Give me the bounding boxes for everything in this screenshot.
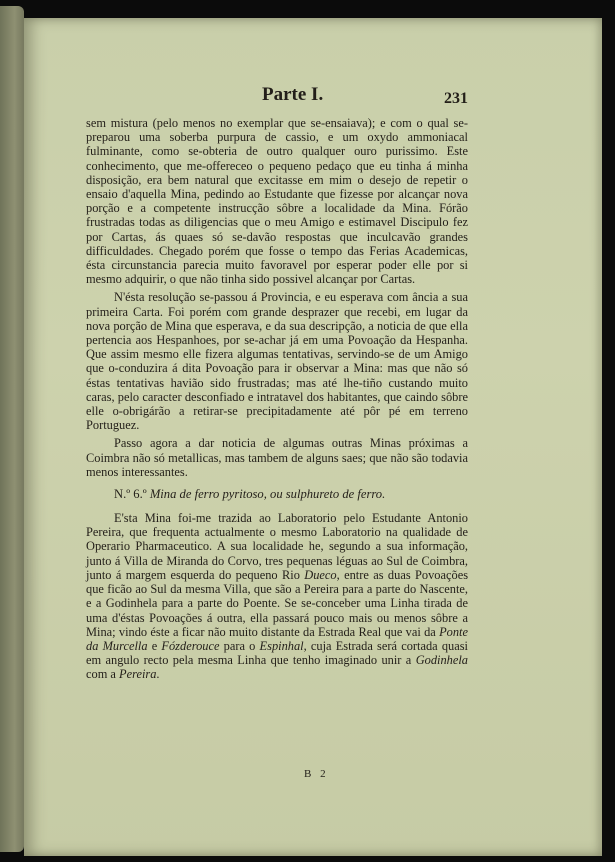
page-header bbox=[24, 84, 602, 114]
body-text bbox=[86, 116, 468, 682]
signature-mark: B 2 bbox=[304, 768, 329, 780]
text-run: para o bbox=[219, 638, 260, 653]
book-page bbox=[24, 18, 602, 856]
text-run: com a bbox=[86, 667, 120, 682]
text-run: , cuja Estrada será cortada quasi em angulo recto pela mesma Linha que tenho imaginado unir a bbox=[86, 638, 468, 668]
paragraph-other-mines: Passo agora a dar noticia de algumas outras Minas próximas a Coimbra não só metallicas, mas tambem de alguns saes; que não são todavia menos interessantes. bbox=[86, 436, 468, 479]
section-title: Mina de ferro pyritoso, ou sulphureto de ferro. bbox=[149, 487, 386, 502]
previous-page-edge bbox=[0, 6, 24, 852]
place-name: Godinhela bbox=[415, 653, 468, 668]
text-run: . bbox=[156, 667, 160, 682]
text-run: , entre as duas Povoações que ficão ao Sul da mesma Villa, que são a Pereira para a parte do Nascente, e a Godinhela para a parte do Poente. Se se-conceber uma Linha tirada de uma d'éstas Povoações á outra, ella passará pouco mais ou menos sôbre a Mina; vindo éste a ficar não muito distante da Estrada Real que vai da bbox=[86, 567, 469, 639]
section-number: N.º 6.º bbox=[114, 487, 147, 502]
running-title: Parte I. bbox=[262, 84, 324, 105]
text-run: E'sta Mina foi-me trazida ao Laboratorio pelo Estudante Antonio Pereira, que frequenta actualmente o mesmo Laboratorio na qualidade de Operario Pharmaceutico. A sua localidade he, segundo a sua informação, junto á Villa de Miranda do Corvo, tres pequenas léguas ao Sul de Coimbra, junto á margem esquerda do pequeno Rio bbox=[86, 511, 468, 582]
section-heading bbox=[86, 485, 468, 503]
river-name: Dueco bbox=[304, 567, 337, 582]
paragraph-resolution: N'ésta resolução se-passou á Provincia, e eu esperava com ância a sua primeira Carta. Foi porém com grande desprazer que recebi, em lugar da nova porção de Mina que esperava, e da sua descripção, a noticia de que ella pertencia aos Hespanhoes, por se-achar já em uma Povoação da Hespanha. Que assim mesmo elle fizera algumas tentativas, servindo-se de um Amigo que o-conduzira á dita Povoação para ir observar a Mina: mas que não só éstas tentativas havião sido frustradas; mas até lhe-tiño custando muito caras, pelo caracter desconfiado e intratavel dos habitantes, que caindo sôbre elle o-obrigárão a retirar-se precipitadamente até pôr pé em terreno Portuguez. bbox=[86, 290, 468, 433]
paragraph-continuation: sem mistura (pelo menos no exemplar que se-ensaiava); e com o qual se-preparou uma soberba purpura de cassio, e um oxydo ammoniacal fulminante, como se-obteria de outro qualquer ouro purissimo. Este conhecimento, que me-offereceo o pequeno pedaço que eu tinha á minha disposição, era bem natural que excitasse em mim o desejo de repetir o ensaio d'aquella Mina, pedindo ao Estudante que fizesse por alcançar nova porção e a competente instrucção sôbre a localidade da Mina. Fórão frustradas todas as diligencias que o meu Amigo e estimavel Discipulo fez por Cartas, ás quaes só se-davão respostas que inculcavão grandes difficuldades. Chegado porém que fosse o tempo das Ferias Academicas, ésta circunstancia parecia muito favoravel por esperar poder elle por si mesmo adquirir, o que não tinha sido possivel alcançar por Cartas. bbox=[86, 116, 468, 287]
place-name: Fózderouce bbox=[161, 638, 220, 653]
page-number: 231 bbox=[444, 90, 468, 107]
place-name: Ponte da Murcella bbox=[86, 624, 468, 653]
place-name: Pereira bbox=[119, 667, 157, 682]
paragraph-iron-mine bbox=[86, 511, 468, 681]
place-name: Espinhal bbox=[259, 638, 304, 653]
text-run: e bbox=[147, 638, 162, 653]
